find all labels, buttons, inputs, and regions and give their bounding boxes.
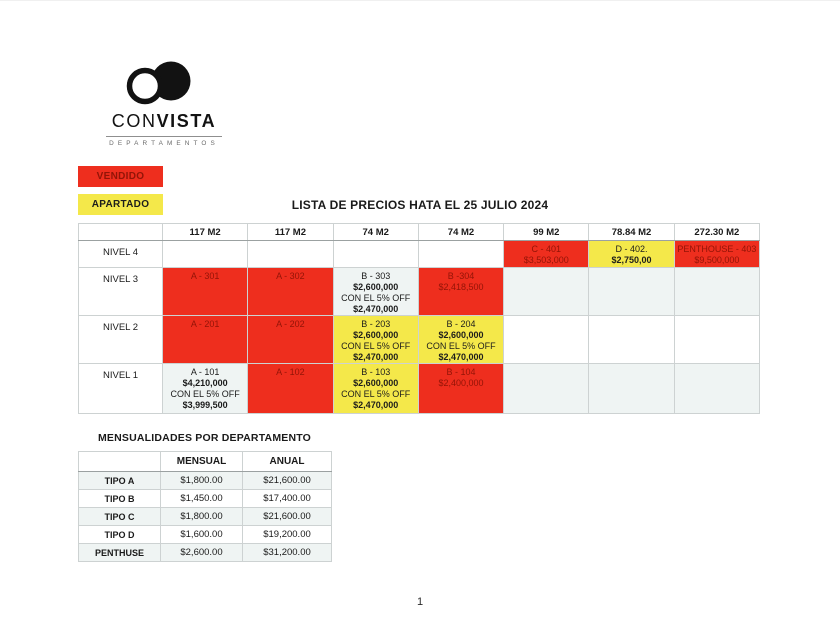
monthly-cell: $1,800.00 [161, 508, 243, 526]
price-cell-line: A - 202 [276, 319, 305, 329]
monthly-row [79, 472, 332, 490]
level-label: NIVEL 1 [79, 364, 163, 414]
price-cell [248, 241, 333, 268]
price-cell-line: CON EL 5% OFF [341, 341, 411, 351]
column-header: 78.84 M2 [589, 224, 674, 241]
price-cell [504, 241, 589, 268]
monthly-row [79, 508, 332, 526]
column-header: 99 M2 [504, 224, 589, 241]
price-cell [589, 241, 674, 268]
price-cell-line: $2,600,000 [353, 282, 399, 292]
price-cell [418, 268, 503, 316]
price-cell [248, 316, 333, 364]
column-header: 74 M2 [333, 224, 418, 241]
level-label: NIVEL 3 [79, 268, 163, 316]
price-cell [504, 268, 589, 316]
price-cell-line: $3,999,500 [182, 400, 228, 410]
price-cell-line: $2,470,000 [353, 304, 399, 314]
price-cell [418, 316, 503, 364]
level-row [79, 268, 760, 316]
level-label: NIVEL 4 [79, 241, 163, 268]
price-cell-line: PENTHOUSE - 403 [677, 244, 757, 254]
price-cell-line: CON EL 5% OFF [426, 341, 496, 351]
price-cell-line: B - 204 [446, 319, 476, 329]
price-cell [674, 316, 759, 364]
monthly-row [79, 544, 332, 562]
monthly-cell: $1,600.00 [161, 526, 243, 544]
price-cell [504, 364, 589, 414]
price-cell [674, 268, 759, 316]
column-header: 117 M2 [163, 224, 248, 241]
price-cell [248, 364, 333, 414]
price-cell-line: B - 303 [361, 271, 391, 281]
price-cell-line: $2,400,000 [438, 378, 484, 388]
column-header: 117 M2 [248, 224, 333, 241]
status-legend [78, 166, 163, 222]
monthly-row-label: TIPO A [79, 472, 161, 490]
price-cell [418, 241, 503, 268]
level-row [79, 241, 760, 268]
price-cell-line: A - 302 [276, 271, 305, 281]
price-cell [589, 268, 674, 316]
page-number: 1 [416, 596, 424, 608]
monthly-table-title: MENSUALIDADES POR DEPARTAMENTO [97, 432, 312, 444]
price-cell-line: $2,470,000 [353, 400, 399, 410]
monthly-cell: $1,800.00 [161, 472, 243, 490]
price-cell-line: CON EL 5% OFF [341, 293, 411, 303]
price-cell [674, 241, 759, 268]
price-cell-line: B - 203 [361, 319, 391, 329]
price-cell [248, 268, 333, 316]
price-cell-line: CON EL 5% OFF [341, 389, 411, 399]
price-cell [589, 316, 674, 364]
monthly-cell: $21,600.00 [243, 472, 332, 490]
monthly-row-label: TIPO C [79, 508, 161, 526]
price-cell [674, 364, 759, 414]
column-header: MENSUAL [161, 452, 243, 472]
price-cell-line: C - 401 [531, 244, 562, 254]
price-cell [333, 364, 418, 414]
price-cell [333, 316, 418, 364]
price-cell-line: $2,600,000 [353, 330, 399, 340]
price-cell-line: $9,500,000 [694, 255, 740, 265]
price-list-title: LISTA DE PRECIOS HATA EL 25 JULIO 2024 [291, 198, 549, 212]
price-cell-line: $2,418,500 [438, 282, 484, 292]
price-cell-line: $4,210,000 [182, 378, 228, 388]
price-cell-line: $2,600,000 [438, 330, 484, 340]
column-header: ANUAL [243, 452, 332, 472]
column-header [79, 224, 163, 241]
price-cell [504, 316, 589, 364]
price-cell-line: CON EL 5% OFF [170, 389, 240, 399]
monthly-table-header-row [79, 452, 332, 472]
monthly-cell: $2,600.00 [161, 544, 243, 562]
price-cell-line: $2,600,000 [353, 378, 399, 388]
monthly-cell: $17,400.00 [243, 490, 332, 508]
price-cell [589, 364, 674, 414]
brand-divider [106, 136, 222, 137]
monthly-row-label: TIPO D [79, 526, 161, 544]
monthly-table [78, 451, 332, 562]
price-cell-line: B - 104 [446, 367, 476, 377]
level-row [79, 316, 760, 364]
legend-vendido-badge: VENDIDO [78, 166, 163, 187]
column-header [79, 452, 161, 472]
monthly-row-label: PENTHUSE [79, 544, 161, 562]
logo-mark [122, 59, 206, 109]
price-cell [418, 364, 503, 414]
price-table [78, 223, 760, 414]
price-cell [163, 241, 248, 268]
price-cell-line: B - 103 [361, 367, 391, 377]
convista-logo [104, 59, 224, 147]
column-header: 74 M2 [418, 224, 503, 241]
price-cell-line: $2,470,000 [353, 352, 399, 362]
monthly-cell: $1,450.00 [161, 490, 243, 508]
price-cell-line: B -304 [447, 271, 475, 281]
price-cell [333, 268, 418, 316]
price-cell-line: $2,470,000 [438, 352, 484, 362]
monthly-cell: $19,200.00 [243, 526, 332, 544]
price-cell-line: $3,503,000 [523, 255, 569, 265]
legend-apartado-badge: APARTADO [78, 194, 163, 215]
brand-name: CONVISTA [111, 111, 217, 131]
price-cell [333, 241, 418, 268]
price-cell [163, 364, 248, 414]
price-cell-line: D - 402. [615, 244, 648, 254]
price-cell [163, 316, 248, 364]
price-cell-line: A - 102 [276, 367, 305, 377]
monthly-row [79, 490, 332, 508]
level-row [79, 364, 760, 414]
monthly-row [79, 526, 332, 544]
level-label: NIVEL 2 [79, 316, 163, 364]
monthly-row-label: TIPO B [79, 490, 161, 508]
price-cell-line: A - 301 [190, 271, 220, 281]
monthly-cell: $21,600.00 [243, 508, 332, 526]
column-header: 272.30 M2 [674, 224, 759, 241]
price-cell-line: A - 201 [190, 319, 220, 329]
price-table-header-row [79, 224, 760, 241]
price-cell-line: $2,750,00 [611, 255, 652, 265]
brand-tagline: DEPARTAMENTOS [109, 140, 219, 147]
monthly-cell: $31,200.00 [243, 544, 332, 562]
price-cell [163, 268, 248, 316]
price-cell-line: A - 101 [190, 367, 220, 377]
